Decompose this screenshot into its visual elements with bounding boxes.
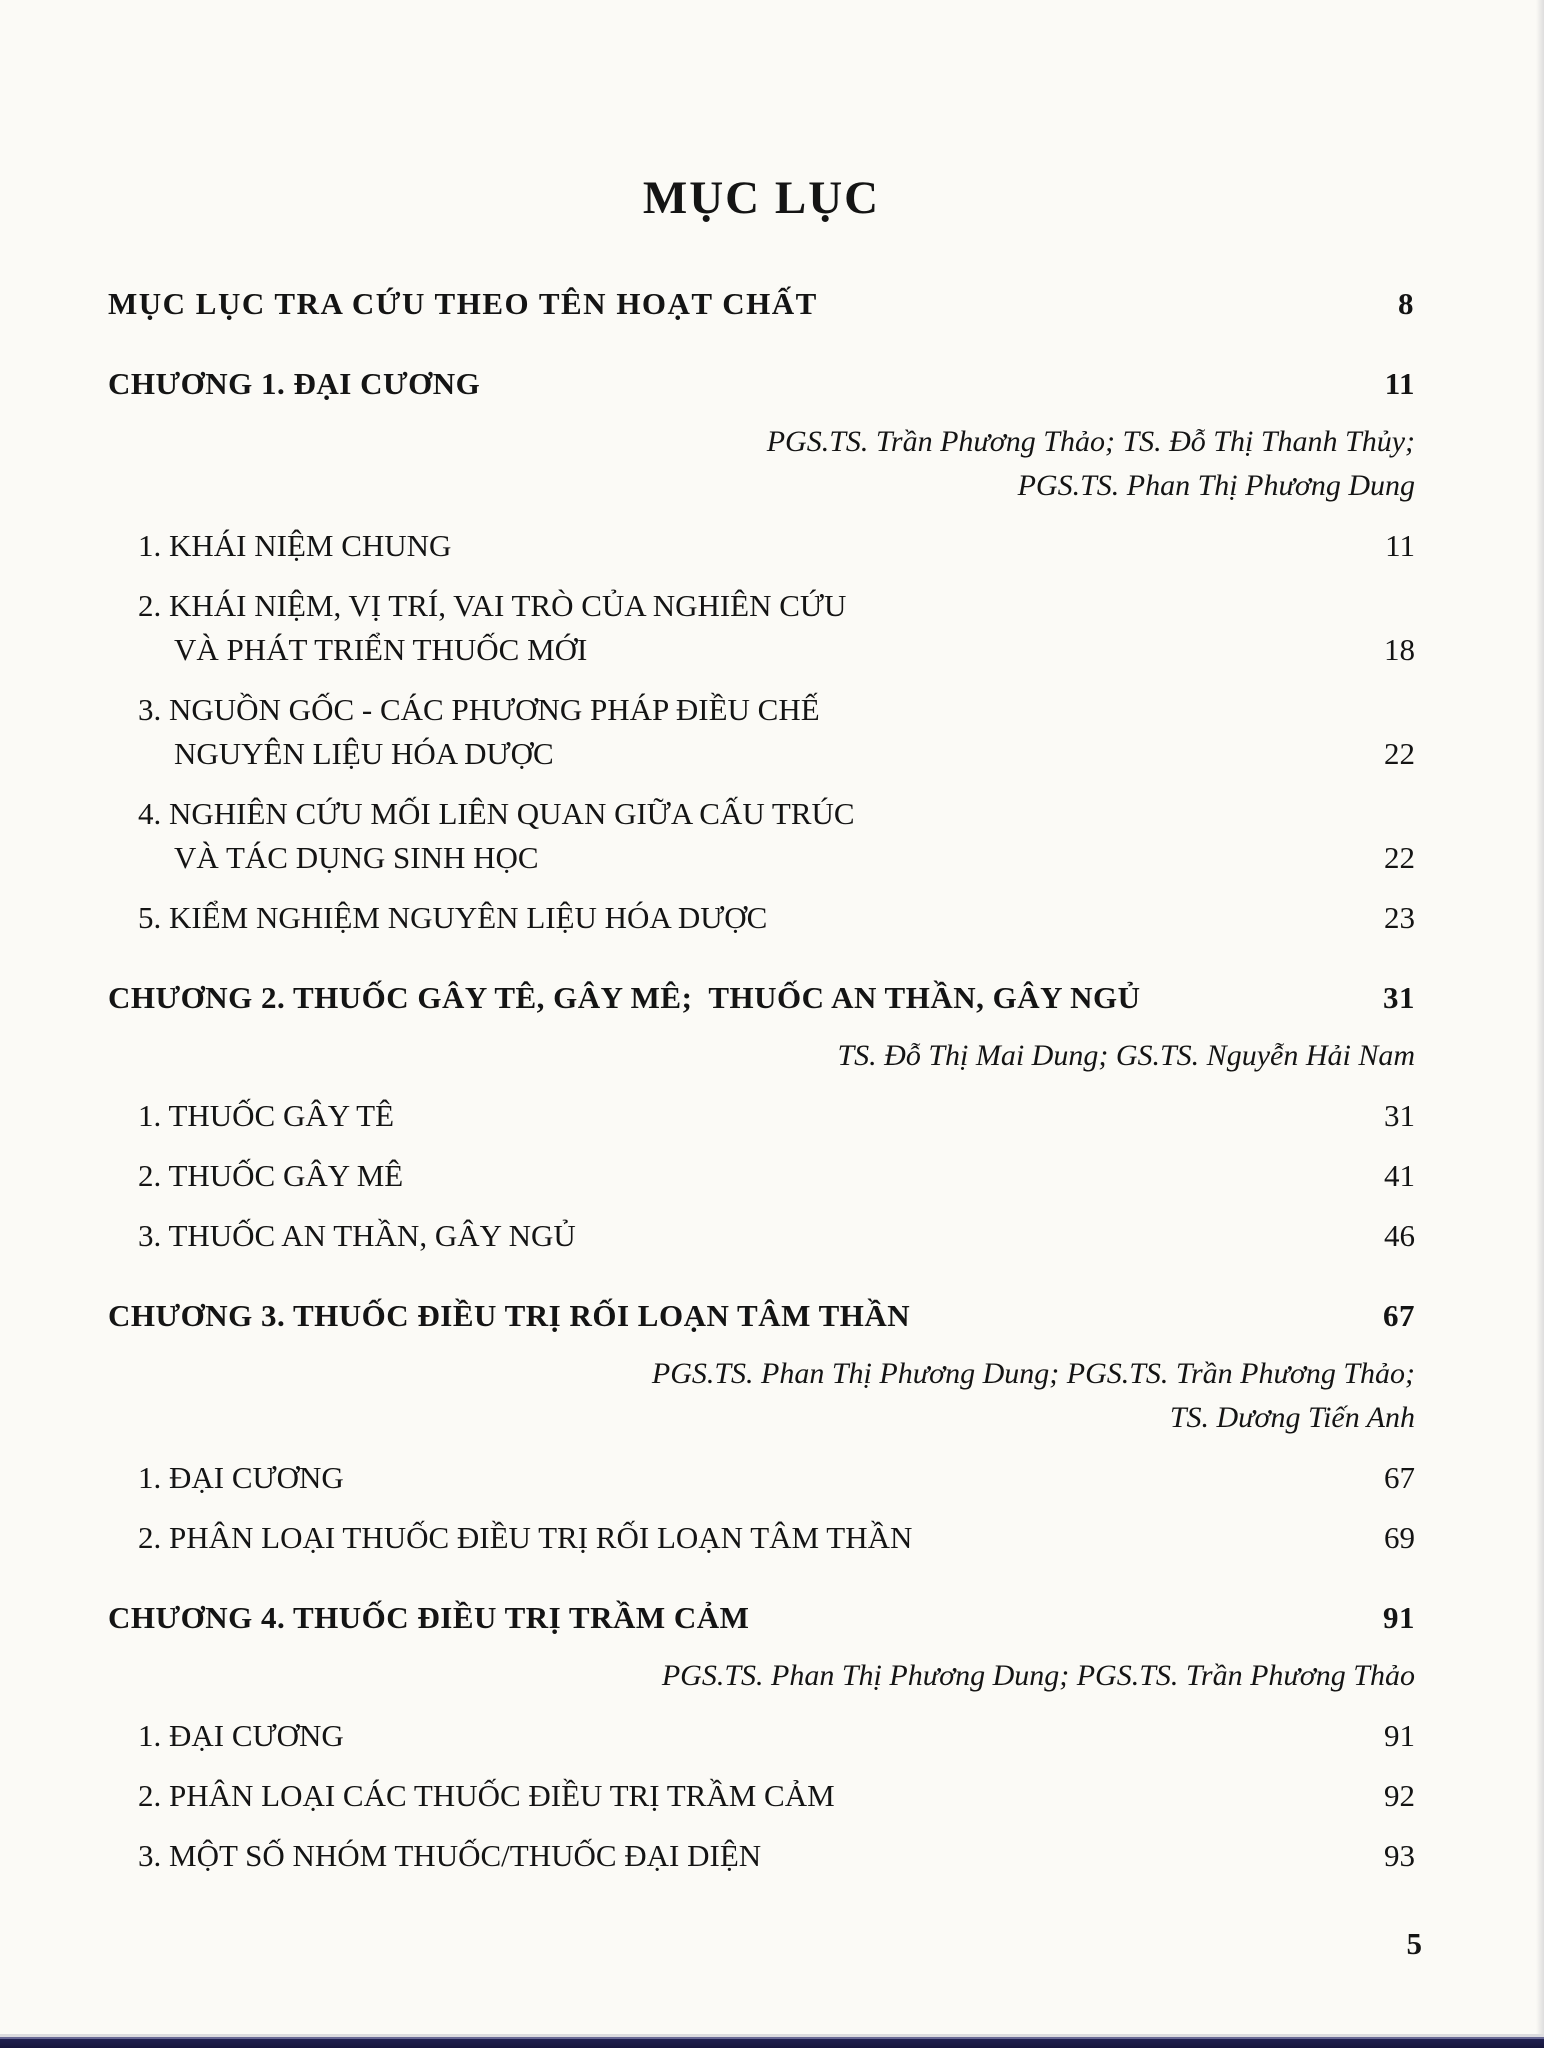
toc-entry <box>108 1352 1415 1440</box>
entry-text <box>138 1456 1331 1500</box>
entry-line: PGS.TS. Trần Phương Thảo; TS. Đỗ Thị Thanh Thủy; <box>766 425 1415 458</box>
entry-page: 92 <box>1384 1778 1415 1813</box>
scan-right-edge <box>1536 0 1544 2048</box>
entry-text <box>108 362 1331 406</box>
entry-text <box>138 792 1331 880</box>
entry-line: 4. NGHIÊN CỨU MỐI LIÊN QUAN GIỮA CẤU TRÚC <box>138 796 855 831</box>
entry-line: CHƯƠNG 3. THUỐC ĐIỀU TRỊ RỐI LOẠN TÂM THẦN <box>108 1298 911 1333</box>
toc-entry <box>108 1034 1415 1078</box>
entry-text <box>108 1596 1331 1640</box>
entry-page: 18 <box>1384 632 1415 667</box>
entry-line: CHƯƠNG 1. ĐẠI CƯƠNG <box>108 366 481 401</box>
entry-line: 2. KHÁI NIỆM, VỊ TRÍ, VAI TRÒ CỦA NGHIÊN CỨU <box>138 588 847 623</box>
entry-page: 91 <box>1383 1600 1415 1635</box>
toc-entry <box>138 1154 1415 1198</box>
entry-line: PGS.TS. Phan Thị Phương Dung; PGS.TS. Trần Phương Thảo <box>661 1659 1415 1692</box>
toc-entry <box>138 1714 1415 1758</box>
entry-text <box>138 1094 1331 1138</box>
entry-line: 3. THUỐC AN THẦN, GÂY NGỦ <box>138 1218 576 1253</box>
entry-line: CHƯƠNG 2. THUỐC GÂY TÊ, GÂY MÊ; THUỐC AN THẦN, GÂY NGỦ <box>108 980 1141 1015</box>
entry-text <box>138 1214 1331 1258</box>
toc-entry <box>138 1774 1415 1818</box>
entry-line: PGS.TS. Phan Thị Phương Dung <box>1017 469 1415 502</box>
entry-line: MỤC LỤC TRA CỨU THEO TÊN HOẠT CHẤT <box>108 286 818 321</box>
entry-page: 41 <box>1384 1158 1415 1193</box>
entry-page: 67 <box>1384 1460 1415 1495</box>
entry-text <box>138 1774 1331 1818</box>
entry-text <box>108 976 1331 1020</box>
toc-entry <box>138 1214 1415 1258</box>
entry-page: 8 <box>1398 286 1415 321</box>
entry-text <box>108 1654 1415 1698</box>
entry-text <box>138 524 1331 568</box>
toc-entry <box>108 1596 1415 1640</box>
toc-entry <box>108 362 1415 406</box>
toc-entry <box>138 792 1415 880</box>
entry-text <box>138 1834 1331 1878</box>
entry-page: 69 <box>1384 1520 1415 1555</box>
entry-text <box>138 1714 1331 1758</box>
entry-page: 22 <box>1384 840 1415 875</box>
entry-text <box>138 688 1331 776</box>
entry-line: 2. THUỐC GÂY MÊ <box>138 1158 404 1193</box>
toc-entry <box>108 282 1415 326</box>
entry-line: TS. Dương Tiến Anh <box>1169 1401 1415 1434</box>
toc-entry <box>108 420 1415 508</box>
entry-page: 23 <box>1384 900 1415 935</box>
entry-line: PGS.TS. Phan Thị Phương Dung; PGS.TS. Trần Phương Thảo; <box>651 1357 1415 1390</box>
entry-line: 1. THUỐC GÂY TÊ <box>138 1098 395 1133</box>
entry-page: 67 <box>1383 1298 1415 1333</box>
entry-line: 3. MỘT SỐ NHÓM THUỐC/THUỐC ĐẠI DIỆN <box>138 1838 762 1873</box>
toc-entry <box>138 524 1415 568</box>
entry-line: 1. ĐẠI CƯƠNG <box>138 1718 344 1753</box>
toc-entry <box>138 688 1415 776</box>
book-bottom-edge <box>0 2034 1544 2048</box>
toc-entry <box>138 896 1415 940</box>
entry-page: 31 <box>1384 1098 1415 1133</box>
entry-page: 22 <box>1384 736 1415 771</box>
entry-line: 3. NGUỒN GỐC - CÁC PHƯƠNG PHÁP ĐIỀU CHẾ <box>138 692 820 727</box>
toc-list <box>108 282 1415 1878</box>
entry-text <box>108 1034 1415 1078</box>
entry-page: 11 <box>1385 528 1415 563</box>
entry-line: 1. KHÁI NIỆM CHUNG <box>138 528 452 563</box>
entry-text <box>138 584 1331 672</box>
toc-entry <box>138 1456 1415 1500</box>
toc-entry <box>108 1294 1415 1338</box>
entry-line: NGUYÊN LIỆU HÓA DƯỢC <box>174 736 554 771</box>
entry-page: 11 <box>1384 366 1415 401</box>
entry-page: 93 <box>1384 1838 1415 1873</box>
toc-entry <box>138 1094 1415 1138</box>
entry-text <box>138 1154 1331 1198</box>
entry-text <box>108 420 1415 508</box>
entry-text <box>138 1516 1331 1560</box>
toc-entry <box>108 1654 1415 1698</box>
toc-entry <box>138 1516 1415 1560</box>
toc-entry <box>108 976 1415 1020</box>
entry-page: 91 <box>1384 1718 1415 1753</box>
entry-page: 31 <box>1383 980 1415 1015</box>
entry-text <box>138 896 1331 940</box>
entry-line: CHƯƠNG 4. THUỐC ĐIỀU TRỊ TRẦM CẢM <box>108 1600 750 1635</box>
toc-entry <box>138 584 1415 672</box>
entry-text <box>108 1352 1415 1440</box>
entry-line: 1. ĐẠI CƯƠNG <box>138 1460 344 1495</box>
toc-entry <box>138 1834 1415 1878</box>
entry-line: 5. KIỂM NGHIỆM NGUYÊN LIỆU HÓA DƯỢC <box>138 900 768 935</box>
entry-line: VÀ TÁC DỤNG SINH HỌC <box>174 840 539 875</box>
entry-line: VÀ PHÁT TRIỂN THUỐC MỚI <box>174 632 588 667</box>
page-title: MỤC LỤC <box>642 172 881 224</box>
entry-page: 46 <box>1384 1218 1415 1253</box>
entry-line: TS. Đỗ Thị Mai Dung; GS.TS. Nguyễn Hải Nam <box>837 1039 1415 1072</box>
entry-line: 2. PHÂN LOẠI THUỐC ĐIỀU TRỊ RỐI LOẠN TÂM THẦN <box>138 1520 913 1555</box>
footer-page-number: 5 <box>1406 1926 1422 1961</box>
entry-text <box>108 1294 1331 1338</box>
entry-text <box>108 282 1331 326</box>
entry-line: 2. PHÂN LOẠI CÁC THUỐC ĐIỀU TRỊ TRẦM CẢM <box>138 1778 835 1813</box>
